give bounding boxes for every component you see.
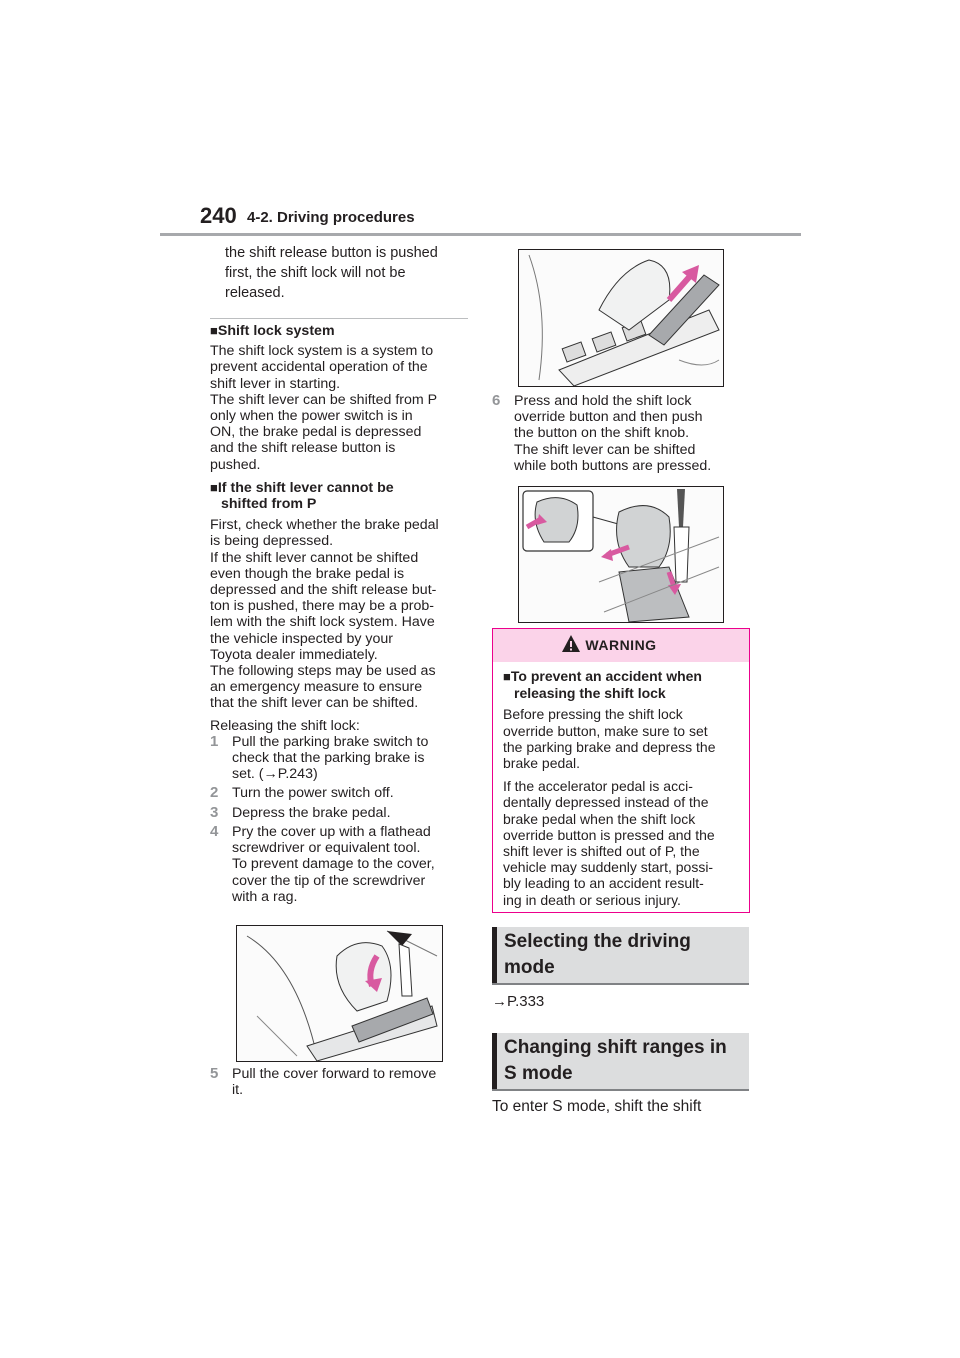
warning-line: override button is pressed and the [503, 826, 715, 843]
body-line: First, check whether the brake pedal [210, 517, 439, 534]
subheading-text: shifted from P [221, 496, 317, 513]
step-line: Turn the power switch off. [232, 785, 394, 802]
square-bullet-icon: ■ [210, 323, 218, 338]
warning-line: brake pedal. [503, 755, 581, 772]
page-number: 240 [200, 203, 237, 228]
heading-line: S mode [504, 1063, 573, 1084]
subheading-shift-lock-system [210, 323, 470, 339]
warning-line: If the accelerator pedal is acci- [503, 778, 693, 795]
figure-pry-cover [236, 925, 443, 1062]
warning-line: dentally depressed instead of the [503, 794, 709, 811]
warning-label: WARNING [585, 637, 657, 653]
section-title: 4-2. Driving procedures [247, 209, 415, 226]
step-number: 1 [210, 732, 219, 750]
figure-pull-cover [518, 249, 724, 387]
body-line: lem with the shift lock system. Have [210, 614, 435, 631]
step-line: the button on the shift knob. [514, 425, 690, 442]
warning-subheading [503, 668, 739, 685]
figure-override-button [518, 486, 724, 623]
body-line: To enter S mode, shift the shift [492, 1098, 702, 1115]
intro-line: released. [225, 285, 285, 301]
heading-accent-bar [492, 927, 497, 983]
warning-line: vehicle may suddenly start, possi- [503, 859, 714, 876]
body-line: only when the power switch is in [210, 408, 413, 425]
step-3 [210, 805, 470, 821]
step-line: Press and hold the shift lock [514, 393, 692, 409]
header-rule [160, 233, 801, 236]
step-2 [210, 785, 470, 801]
step-number: 6 [492, 392, 501, 409]
override-button-illustration [519, 487, 723, 622]
step-5-block [210, 1066, 470, 1098]
heading-text [492, 1033, 749, 1087]
heading-line: Changing shift ranges in [504, 1037, 727, 1058]
releasing-label: Releasing the shift lock: [210, 717, 360, 734]
body-line: depressed and the shift release but- [210, 582, 437, 599]
warning-subheading-text: To prevent an accident when [510, 668, 702, 684]
subheading-cannot-shift [210, 480, 470, 496]
body-line: The following steps may be used as [210, 663, 436, 680]
step-line: Pull the parking brake switch to [232, 733, 429, 750]
warning-body [493, 662, 749, 908]
step-line: override button and then push [514, 409, 703, 426]
warning-line: Before pressing the shift lock [503, 706, 683, 723]
square-bullet-icon: ■ [210, 479, 218, 495]
subheading-text: Shift lock system [217, 323, 335, 339]
heading-selecting-driving-mode [492, 927, 749, 985]
warning-line: brake pedal when the shift lock [503, 810, 696, 827]
body-line: the vehicle inspected by your [210, 630, 393, 647]
step-line: Pull the cover forward to remove [232, 1066, 437, 1082]
step-line: it. [232, 1082, 244, 1099]
step-4 [210, 824, 470, 905]
page-reference-link[interactable]: →P.333 [492, 993, 545, 1010]
heading-accent-bar [492, 1033, 497, 1089]
square-bullet-icon: ■ [503, 669, 511, 684]
heading-text [492, 927, 749, 981]
pry-cover-illustration [237, 926, 442, 1061]
warning-subheading-text: releasing the shift lock [514, 685, 666, 702]
warning-box [492, 628, 750, 913]
heading-changing-shift-ranges [492, 1033, 749, 1091]
step-number: 5 [210, 1065, 219, 1082]
intro-line: first, the shift lock will not be [225, 265, 406, 281]
warning-line: the parking brake and depress the [503, 738, 716, 755]
body-line: The shift lever can be shifted from P [210, 391, 438, 408]
step-1 [210, 734, 470, 783]
heading-line: Selecting the driving [504, 931, 691, 952]
step-line: To prevent damage to the cover, [232, 856, 435, 873]
subheading-text: If the shift lever cannot be [217, 479, 394, 496]
step-number: 3 [210, 803, 219, 821]
shift-lock-system-section [210, 323, 470, 905]
step-5 [210, 1066, 470, 1098]
body-line: The shift lock system is a system to [210, 343, 434, 360]
step-line: screwdriver or equivalent tool. [232, 840, 421, 857]
body-line: pushed. [210, 456, 261, 473]
warning-line: override button, make sure to set [503, 722, 708, 739]
intro-text [225, 243, 470, 303]
step-line: set. (→P.243) [232, 766, 318, 783]
warning-line: shift lever is shifted out of P, the [503, 843, 700, 860]
pull-cover-illustration [519, 250, 723, 386]
heading-line: mode [504, 957, 555, 978]
step-6 [492, 393, 752, 474]
body-line: even though the brake pedal is [210, 565, 405, 582]
step-6-block [492, 393, 752, 474]
warning-line: ing in death or serious injury. [503, 891, 681, 908]
intro-line: the shift release button is pushed [225, 245, 438, 261]
body-line: is being depressed. [210, 533, 334, 550]
step-line: The shift lever can be shifted [514, 441, 696, 458]
step-number: 2 [210, 784, 219, 802]
body-line: ON, the brake pedal is depressed [210, 424, 422, 441]
body-line: that the shift lever can be shifted. [210, 695, 419, 712]
step-line: cover the tip of the screwdriver [232, 872, 426, 889]
step-line: Depress the brake pedal. [232, 804, 391, 821]
body-line: shift lever in starting. [210, 375, 341, 392]
body-line: prevent accidental operation of the [210, 359, 428, 376]
step-line: with a rag. [232, 888, 298, 905]
section-divider [210, 318, 468, 319]
body-line: If the shift lever cannot be shifted [210, 549, 419, 566]
warning-header [493, 629, 749, 662]
step-line: Pry the cover up with a flathead [232, 823, 431, 840]
warning-line: bly leading to an accident result- [503, 875, 704, 892]
step-line: while both buttons are pressed. [514, 457, 712, 474]
step-line: check that the parking brake is [232, 750, 425, 767]
body-line: Toyota dealer immediately. [210, 646, 378, 663]
step-number: 4 [210, 822, 219, 840]
body-line: and the shift release button is [210, 440, 396, 457]
body-line: an emergency measure to ensure [210, 679, 423, 696]
body-line: ton is pushed, there may be a prob- [210, 598, 434, 615]
